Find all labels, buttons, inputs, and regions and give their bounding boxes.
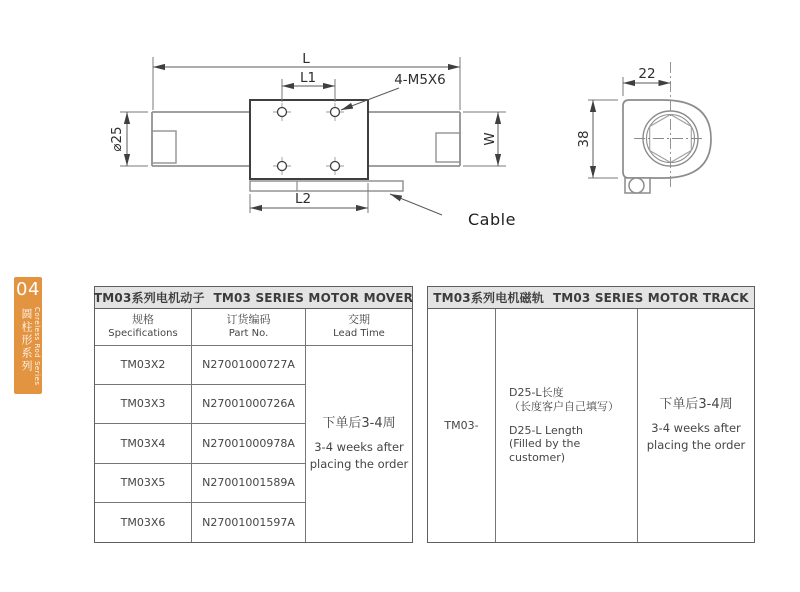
lead-time-en: 3-4 weeks after placing the order — [646, 421, 746, 453]
dim-label-W: W — [482, 132, 498, 146]
cable-label: Cable — [468, 210, 516, 229]
cable-plate — [250, 181, 403, 191]
track-length-zh-note: （长度客户自己填写） — [509, 399, 619, 413]
dim-label-holes: 4-M5X6 — [394, 72, 446, 88]
mover-col-header-spec — [95, 309, 192, 346]
table-row-part: N27001000726A — [192, 385, 306, 424]
table-row-spec: TM03X4 — [95, 424, 192, 463]
section-number: 04 — [16, 279, 40, 300]
col-spec-zh: 规格 — [132, 313, 154, 327]
track-length-en-note: (Filled by the customer) — [509, 437, 581, 465]
dim-label-L: L — [302, 51, 310, 67]
cable-connector — [625, 178, 650, 193]
track-table-title: TM03系列电机磁轨 TM03 SERIES MOTOR TRACK — [428, 287, 754, 309]
lead-time-en: 3-4 weeks after placing the order — [309, 439, 409, 471]
table-row-part: N27001001589A — [192, 464, 306, 503]
motor-end-view — [576, 62, 711, 193]
col-part-en: Part No. — [228, 328, 269, 340]
section-tab — [14, 277, 42, 394]
table-row-part: N27001001597A — [192, 503, 306, 542]
mover-table-title: TM03系列电机动子 TM03 SERIES MOTOR MOVER — [95, 287, 412, 309]
table-row-spec: TM03X6 — [95, 503, 192, 542]
table-row-spec: TM03X3 — [95, 385, 192, 424]
col-spec-en: Specifications — [108, 328, 178, 340]
mover-table — [94, 286, 413, 543]
motor-mover-front-view — [109, 51, 516, 229]
dim-label-diameter: ⌀25 — [109, 126, 125, 152]
track-model-cell: TM03- — [428, 309, 496, 542]
col-part-zh: 订货编码 — [226, 313, 271, 327]
mover-block — [250, 100, 368, 179]
mover-col-header-lead — [306, 309, 412, 346]
lead-time-zh: 下单后3-4周 — [659, 397, 733, 413]
table-row-part: N27001000978A — [192, 424, 306, 463]
track-length-zh: D25-L长度 — [509, 386, 564, 400]
table-row-spec: TM03X5 — [95, 464, 192, 503]
section-title-zh: 圆柱形系列 — [20, 308, 33, 373]
track-length-en: D25-L Length — [509, 423, 584, 437]
section-title-en: Coreless Rod Series — [33, 307, 41, 386]
dim-label-22: 22 — [638, 66, 656, 82]
track-lead-time-cell — [638, 309, 754, 542]
track-length-cell — [496, 309, 638, 542]
track-table — [427, 286, 755, 543]
lead-time-zh: 下单后3-4周 — [322, 415, 396, 431]
col-lead-en: Lead Time — [333, 328, 385, 340]
mover-col-header-part — [192, 309, 306, 346]
dim-label-L2: L2 — [294, 191, 312, 207]
technical-drawing — [0, 0, 800, 260]
dim-label-38: 38 — [576, 130, 592, 148]
table-row-part: N27001000727A — [192, 346, 306, 385]
dim-label-L1: L1 — [299, 70, 317, 86]
mover-lead-time-cell — [306, 346, 412, 542]
col-lead-zh: 交期 — [348, 313, 370, 327]
table-row-spec: TM03X2 — [95, 346, 192, 385]
